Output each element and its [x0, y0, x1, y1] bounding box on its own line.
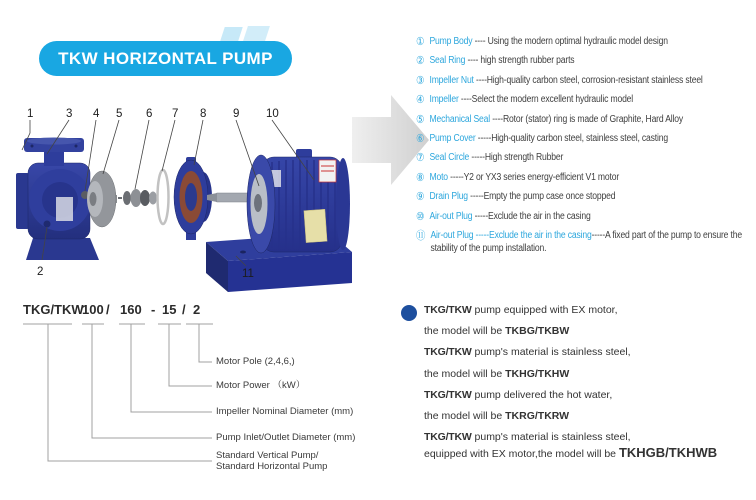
note-line: equipped with EX motor,the model will be TKHGB/TKHWB — [424, 445, 718, 461]
part-desc: ---- high strength rubber parts — [465, 55, 575, 67]
part-desc: -----Empty the pump case once stopped — [467, 191, 616, 203]
model-key-label-motor-pole: Motor Pole (2,4,6,) — [216, 356, 295, 367]
part-name: Impeller Nut — [429, 74, 474, 86]
part-name: Seal Circle — [429, 152, 470, 164]
note-bullet-icon — [401, 305, 417, 321]
part-item — [416, 172, 708, 185]
diagram-callout: 9 — [233, 108, 240, 120]
part-name: Air-out Plug -----Exclude the air in the casing — [430, 229, 592, 241]
part-item — [416, 75, 708, 88]
note-line: the model will be TKHG/TKHW — [424, 367, 570, 380]
model-key-label-standard-horizontal: Standard Horizontal Pump — [216, 461, 328, 472]
model-token-inlet: 100 — [82, 302, 104, 317]
part-desc: -----High strength Rubber — [469, 152, 564, 164]
model-token-impeller: 160 — [120, 302, 142, 317]
part-number: ⑪ — [416, 229, 426, 242]
part-desc: ---- Using the modern optimal hydraulic model design — [472, 36, 668, 47]
part-item — [416, 36, 708, 49]
part-name: Drain Plug — [429, 191, 468, 203]
model-key-label-inlet-outlet-diameter: Pump Inlet/Outlet Diameter (mm) — [216, 432, 356, 443]
part-number: ③ — [416, 74, 425, 87]
note-line: TKG/TKW pump delivered the hot water, — [424, 388, 613, 401]
notes-section — [424, 304, 754, 469]
part-item — [416, 191, 708, 204]
part-name: Pump Cover — [429, 132, 476, 144]
pump-cover-illustration — [174, 157, 212, 240]
motor-illustration — [206, 149, 352, 292]
part-number: ⑤ — [416, 113, 425, 126]
part-number: ⑦ — [416, 152, 425, 165]
model-key-label-impeller-diameter: Impeller Nominal Diameter (mm) — [216, 406, 354, 417]
part-desc: -----Exclude the air in the casing — [472, 210, 591, 222]
diagram-callout: 10 — [266, 108, 279, 120]
pump-body-illustration — [16, 138, 99, 261]
diagram-callout: 5 — [116, 108, 123, 120]
part-item — [416, 94, 708, 107]
model-token-slash: / — [106, 302, 110, 317]
diagram-callout: 4 — [93, 108, 100, 120]
impeller-illustration — [87, 171, 117, 227]
part-desc: ----Select the modern excellent hydraulic model — [458, 94, 634, 106]
model-key-label-motor-power: Motor Power （kW） — [216, 380, 306, 391]
part-name: Moto — [429, 171, 448, 183]
part-number: ④ — [416, 94, 425, 107]
diagram-callout: 8 — [200, 108, 207, 120]
diagram-callout: 3 — [66, 108, 73, 120]
part-number: ⑨ — [416, 191, 425, 204]
part-name: Mechanical Seal — [429, 113, 491, 125]
part-item — [416, 55, 708, 68]
model-token-slash: / — [182, 302, 186, 317]
part-number: ② — [416, 55, 425, 68]
diagram-callout: 6 — [146, 108, 153, 120]
diagram-callout: 7 — [172, 108, 179, 120]
part-number: ① — [416, 36, 425, 48]
model-token-dash: - — [151, 302, 156, 317]
note-line: the model will be TKRG/TKRW — [424, 409, 570, 422]
model-key-label-standard-vertical: Standard Vertical Pump/ — [216, 450, 319, 461]
part-item — [416, 230, 753, 255]
note-line: TKG/TKW pump's material is stainless steel, — [424, 431, 631, 444]
part-name: Seal Ring — [429, 55, 466, 67]
diagram-callout: 2 — [37, 266, 44, 278]
note-line: the model will be TKBG/TKBW — [424, 325, 570, 338]
part-desc: -----Y2 or YX3 series energy-efficient V1 motor — [447, 171, 620, 183]
part-item — [416, 152, 708, 165]
part-number: ⑩ — [416, 210, 425, 223]
model-token-series: TKG/TKW — [23, 302, 84, 317]
page-title: TKW HORIZONTAL PUMP — [58, 48, 273, 68]
mechanical-seal-illustration — [118, 189, 157, 207]
part-desc: -----A fixed part of the pump to ensure the stability of the pump installation. — [430, 229, 742, 254]
part-name: Air-out Plug — [429, 210, 473, 222]
model-token-pole: 2 — [193, 302, 201, 317]
note-line: TKG/TKW pump's material is stainless steel, — [424, 346, 631, 359]
part-number: ⑥ — [416, 132, 425, 145]
part-item — [416, 133, 708, 146]
model-key-lines — [23, 324, 213, 461]
seal-circle-illustration — [158, 170, 169, 224]
model-token-power: 15 — [162, 302, 177, 317]
diagram-callout: 11 — [242, 268, 254, 280]
part-number: ⑧ — [416, 171, 425, 184]
parts-list — [416, 36, 756, 262]
part-desc: ----High-quality carbon steel, corrosion-resistant stainless steel — [473, 74, 703, 86]
note-line: TKG/TKW pump equipped with EX motor, — [424, 304, 618, 316]
diagram-callout: 1 — [27, 108, 34, 120]
part-name: Impeller — [429, 94, 459, 106]
part-item — [416, 114, 708, 127]
part-name: Pump Body — [429, 36, 473, 47]
part-desc: ----Rotor (stator) ring is made of Graphite, Hard Alloy — [490, 113, 684, 125]
part-item — [416, 211, 708, 224]
part-desc: -----High-quality carbon steel, stainless steel, casting — [475, 132, 668, 144]
